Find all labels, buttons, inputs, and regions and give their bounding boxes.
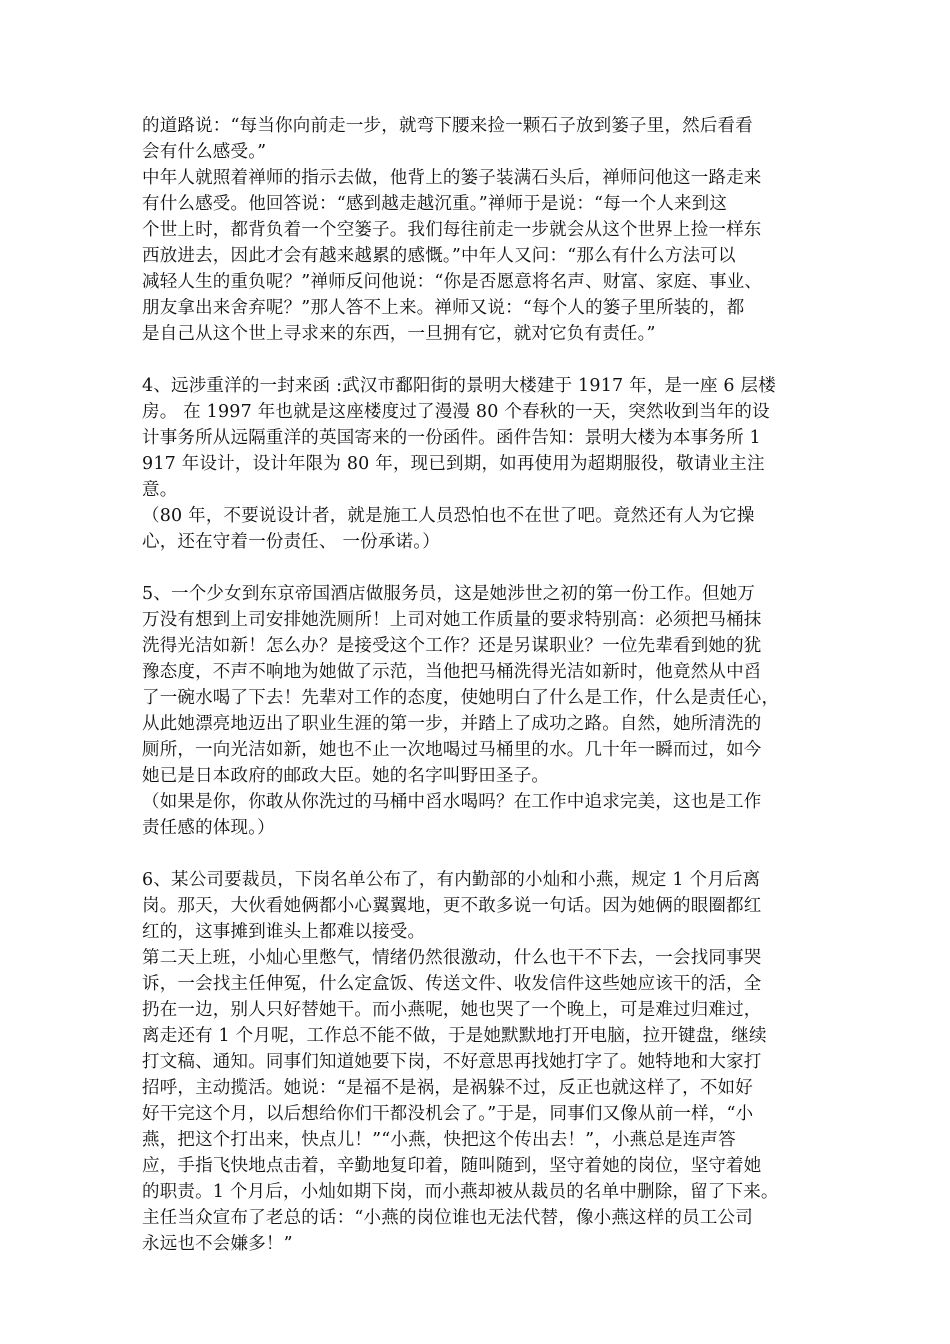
text-line: 的道路说：“每当你向前走一步，就弯下腰来捡一颗石子放到篓子里，然后看看 bbox=[142, 116, 753, 136]
text-line: 招呼，主动揽活。她说：“是福不是祸，是祸躲不过，反正也就这样了，不如好 bbox=[142, 1078, 753, 1098]
text-line: 应，手指飞快地点击着，辛勤地复印着，随叫随到，坚守着她的岗位，坚守着她 bbox=[142, 1156, 762, 1176]
text-line: 意。 bbox=[142, 480, 178, 500]
text-line: 减轻人生的重负呢？”禅师反问他说：“你是否愿意将名声、财富、家庭、事业、 bbox=[142, 272, 763, 292]
text-line: 红的，这事摊到谁头上都难以接受。 bbox=[142, 922, 426, 942]
section-layoff bbox=[142, 867, 812, 1257]
text-line: 好干完这个月，以后想给你们干都没机会了。”于是，同事们又像从前一样，“小 bbox=[142, 1104, 754, 1124]
text-line: 会有什么感受。” bbox=[142, 142, 267, 162]
text-line: 个世上时，都背负着一个空篓子。我们每往前走一步就会从这个世界上捡一样东 bbox=[142, 220, 762, 240]
section-zen bbox=[142, 113, 812, 347]
text-line: 她已是日本政府的邮政大臣。她的名字叫野田圣子。 bbox=[142, 766, 550, 786]
text-line: （80 年，不要说设计者，就是施工人员恐怕也不在世了吧。竟然还有人为它操 bbox=[142, 506, 755, 526]
text-line: 主任当众宣布了老总的话：“小燕的岗位谁也无法代替，像小燕这样的员工公司 bbox=[142, 1208, 753, 1228]
text-line: （如果是你，你敢从你洗过的马桶中舀水喝吗？在工作中追求完美，这也是工作 bbox=[142, 792, 762, 812]
text-line: 是自己从这个世上寻求来的东西，一旦拥有它，就对它负有责任。” bbox=[142, 324, 656, 344]
text-line: 917 年设计，设计年限为 80 年，现已到期，如再使用为超期服役，敬请业主注 bbox=[142, 454, 765, 474]
text-line: 洗得光洁如新！怎么办？是接受这个工作？还是另谋职业？一位先辈看到她的犹 bbox=[142, 636, 762, 656]
text-line: 中年人就照着禅师的指示去做，他背上的篓子装满石头后，禅师问他这一路走来 bbox=[142, 168, 762, 188]
text-line: 离走还有 1 个月呢，工作总不能不做，于是她默默地打开电脑，拉开键盘，继续 bbox=[142, 1026, 767, 1046]
text-line: 4、远涉重洋的一封来函 :武汉市鄱阳街的景明大楼建于 1917 年，是一座 6 层楼 bbox=[142, 376, 776, 396]
text-line: 永远也不会嫌多！” bbox=[142, 1234, 293, 1254]
text-line: 诉，一会找主任伸冤，什么定盒饭、传送文件、收发信件这些她应该干的活，全 bbox=[142, 974, 762, 994]
document-body bbox=[142, 113, 812, 1257]
text-line: 燕，把这个打出来，快点儿！”“小燕，快把这个传出去！”，小燕总是连声答 bbox=[142, 1130, 736, 1150]
text-line: 豫态度，不声不响地为她做了示范，当他把马桶洗得光洁如新时，他竟然从中舀 bbox=[142, 662, 762, 682]
section-hotel bbox=[142, 581, 812, 841]
paragraph-gap bbox=[142, 555, 812, 581]
paragraph-gap bbox=[142, 841, 812, 867]
text-line: 扔在一边，别人只好替她干。而小燕呢，她也哭了一个晚上，可是难过归难过， bbox=[142, 1000, 762, 1020]
text-line: 第二天上班，小灿心里憋气，情绪仍然很激动，什么也干不下去，一会找同事哭 bbox=[142, 948, 762, 968]
text-line: 厕所，一向光洁如新，她也不止一次地喝过马桶里的水。几十年一瞬而过，如今 bbox=[142, 740, 762, 760]
text-line: 岗。那天，大伙看她俩都小心翼翼地，更不敢多说一句话。因为她俩的眼圈都红 bbox=[142, 896, 762, 916]
text-line: 5、一个少女到东京帝国酒店做服务员，这是她涉世之初的第一份工作。但她万 bbox=[142, 584, 756, 604]
text-line: 6、某公司要裁员，下岗名单公布了，有内勤部的小灿和小燕，规定 1 个月后离 bbox=[142, 870, 761, 890]
section-letter bbox=[142, 373, 812, 555]
text-line: 房。 在 1997 年也就是这座楼度过了漫漫 80 个春秋的一天，突然收到当年的设 bbox=[142, 402, 770, 422]
text-line: 了一碗水喝了下去！先辈对工作的态度，使她明白了什么是工作，什么是责任心， bbox=[142, 688, 780, 708]
paragraph-gap bbox=[142, 347, 812, 373]
text-line: 从此她漂亮地迈出了职业生涯的第一步，并踏上了成功之路。自然，她所清洗的 bbox=[142, 714, 762, 734]
text-line: 打文稿、通知。同事们知道她要下岗，不好意思再找她打字了。她特地和大家打 bbox=[142, 1052, 762, 1072]
text-line: 万没有想到上司安排她洗厕所！上司对她工作质量的要求特别高：必须把马桶抹 bbox=[142, 610, 762, 630]
text-line: 心，还在守着一份责任、 一份承诺。） bbox=[142, 532, 440, 552]
text-line: 西放进去，因此才会有越来越累的感慨。”中年人又问：“那么有什么方法可以 bbox=[142, 246, 736, 266]
text-line: 有什么感受。他回答说：“感到越走越沉重。”禅师于是说：“每一个人来到这 bbox=[142, 194, 728, 214]
text-line: 的职责。1 个月后，小灿如期下岗，而小燕却被从裁员的名单中删除，留了下来。 bbox=[142, 1182, 779, 1202]
text-line: 计事务所从远隔重洋的英国寄来的一份函件。函件告知：景明大楼为本事务所 1 bbox=[142, 428, 761, 448]
text-line: 朋友拿出来舍弃呢？”那人答不上来。禅师又说：“每个人的篓子里所装的，都 bbox=[142, 298, 745, 318]
text-line: 责任感的体现。） bbox=[142, 818, 275, 838]
